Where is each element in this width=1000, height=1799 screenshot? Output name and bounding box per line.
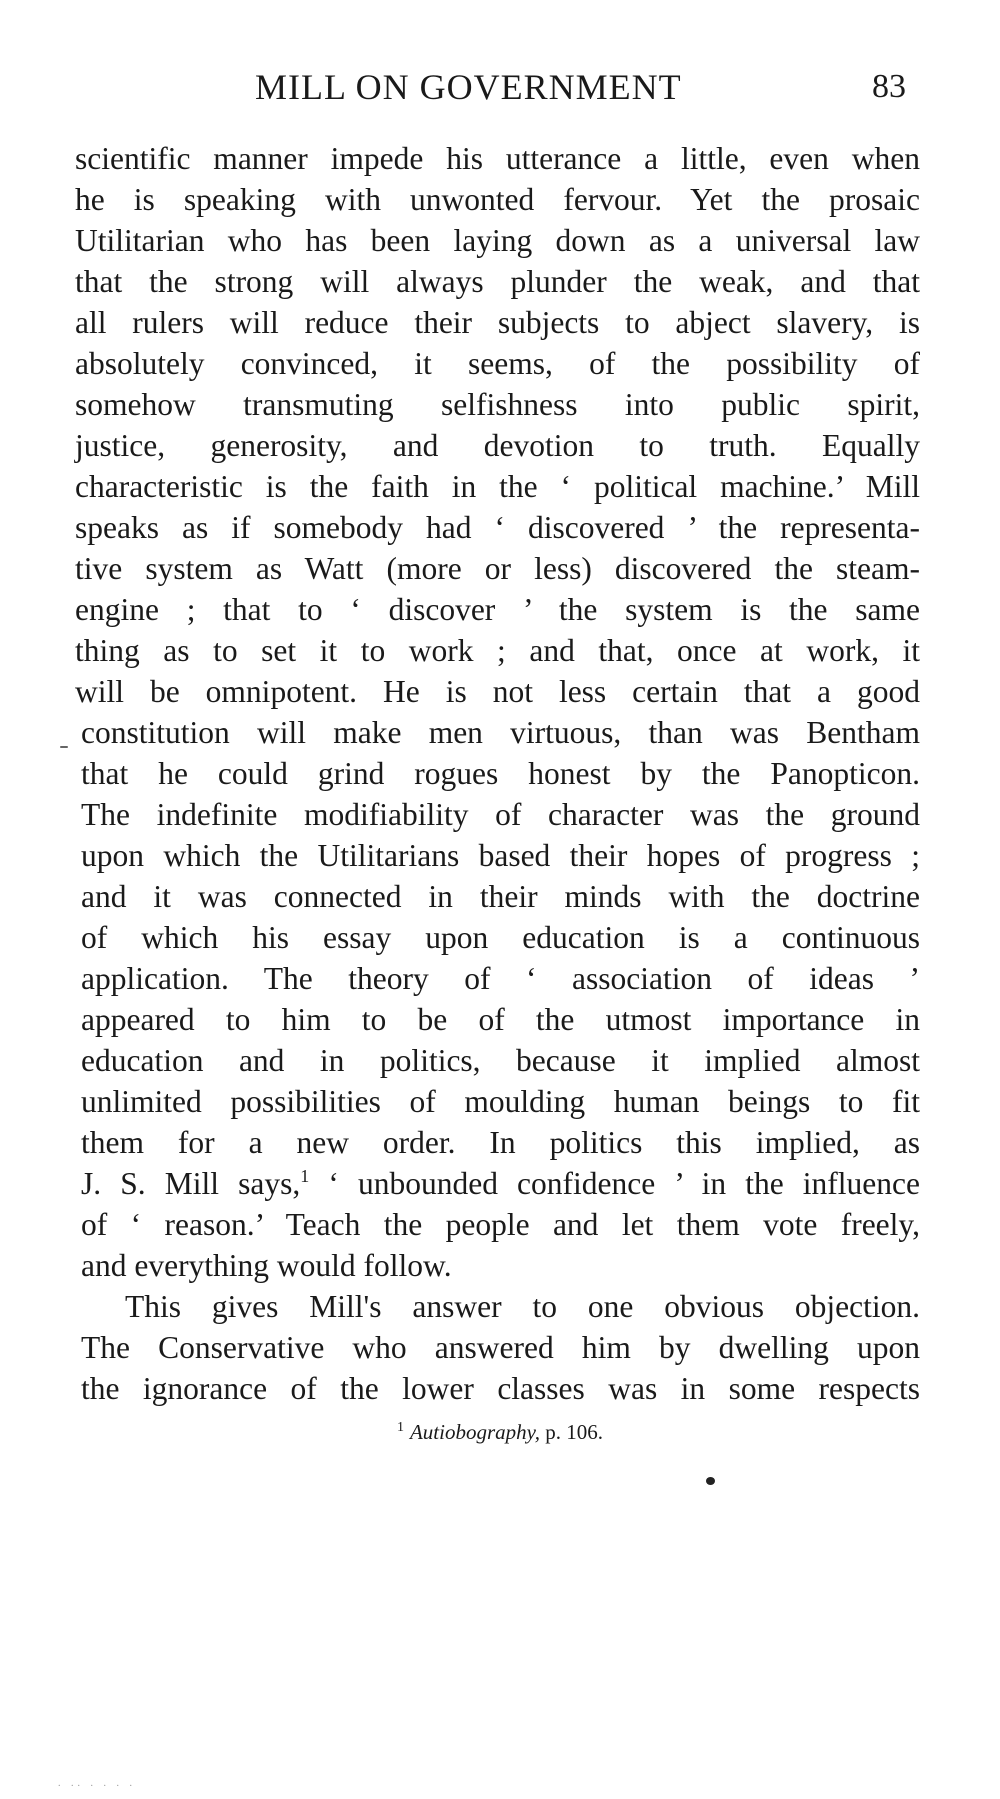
text-line: The indefinite modifiability of character was the ground xyxy=(81,797,920,832)
page-number: 83 xyxy=(872,68,906,105)
scan-artifact: . .. . . . . xyxy=(58,1778,136,1789)
text-line: engine ; that to ‘ discover ’ the system is the same xyxy=(75,592,920,627)
footnote-reference: 1 xyxy=(300,1166,310,1186)
text-line: and it was connected in their minds with the doctrine xyxy=(81,879,920,914)
text-line: This gives Mill's answer to one obvious objection. xyxy=(125,1289,920,1324)
footnote-mark: 1 xyxy=(396,1420,404,1435)
text-line: all rulers will reduce their subjects to abject slavery, is xyxy=(75,305,920,340)
footnote-page: p. 106. xyxy=(540,1420,604,1444)
footnote-source: Autiobography, xyxy=(409,1420,541,1444)
footnote xyxy=(0,1420,1000,1445)
text-line: of ‘ reason.’ Teach the people and let them vote freely, xyxy=(81,1207,920,1242)
body-text xyxy=(75,138,920,1409)
text-line: and everything would follow. xyxy=(81,1248,452,1283)
text-fragment: J. S. Mill says, xyxy=(81,1166,301,1201)
ink-speck xyxy=(706,1477,715,1485)
text-line: unlimited possibilities of moulding human beings to fit xyxy=(81,1084,920,1119)
ink-speck xyxy=(60,746,68,748)
text-line: education and in politics, because it implied almost xyxy=(81,1043,920,1078)
text-line: will be omnipotent. He is not less certain that a good xyxy=(75,674,920,709)
text-line: characteristic is the faith in the ‘ political machine.’ Mill xyxy=(75,469,920,504)
text-line: absolutely convinced, it seems, of the possibility of xyxy=(75,346,920,381)
text-line: appeared to him to be of the utmost importance in xyxy=(81,1002,920,1037)
running-head xyxy=(0,66,1000,116)
text-line: thing as to set it to work ; and that, once at work, it xyxy=(75,633,920,668)
text-line-with-footnote-ref xyxy=(81,1163,920,1204)
text-line: of which his essay upon education is a continuous xyxy=(81,920,920,955)
text-line: he is speaking with unwonted fervour. Yet the prosaic xyxy=(75,182,920,217)
text-line: that he could grind rogues honest by the Panopticon. xyxy=(81,756,920,791)
text-line: the ignorance of the lower classes was in some respects xyxy=(81,1371,920,1406)
text-line: upon which the Utilitarians based their hopes of progress ; xyxy=(81,838,920,873)
text-line: The Conservative who answered him by dwelling upon xyxy=(81,1330,920,1365)
text-line: tive system as Watt (more or less) discovered the steam- xyxy=(75,551,920,586)
text-line: speaks as if somebody had ‘ discovered ’ the representa- xyxy=(75,510,920,545)
text-line: justice, generosity, and devotion to truth. Equally xyxy=(75,428,920,463)
text-line: them for a new order. In politics this implied, as xyxy=(81,1125,920,1160)
text-line: that the strong will always plunder the weak, and that xyxy=(75,264,920,299)
text-line: somehow transmuting selfishness into public spirit, xyxy=(75,387,920,422)
running-title: MILL ON GOVERNMENT xyxy=(255,67,682,107)
text-line: scientific manner impede his utterance a little, even when xyxy=(75,141,920,176)
text-line: Utilitarian who has been laying down as a universal law xyxy=(75,223,920,258)
text-fragment: ‘ unbounded confidence ’ in the influence xyxy=(309,1166,920,1201)
text-line: constitution will make men virtuous, than was Bentham xyxy=(81,715,920,750)
text-line: application. The theory of ‘ association of ideas ’ xyxy=(81,961,920,996)
